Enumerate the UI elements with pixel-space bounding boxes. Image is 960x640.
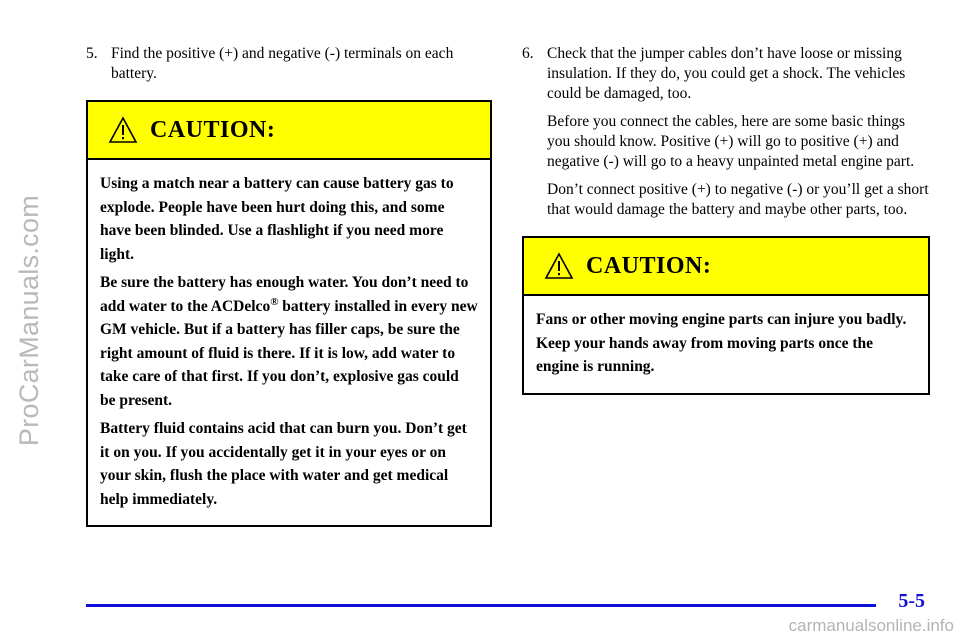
- caution-paragraph-acdelco: [100, 271, 478, 412]
- left-column: [86, 44, 492, 527]
- caution-box-fans: [522, 236, 930, 395]
- caution-title: CAUTION:: [150, 116, 276, 143]
- caution-paragraph: Using a match near a battery can cause battery gas to explode. People have been hurt doing this, and some have been blinded. Use a flashlight if you need more light.: [100, 175, 454, 263]
- footer-divider: [86, 604, 876, 607]
- caution-paragraph: Battery fluid contains acid that can burn you. Don’t get it on you. If you accidentally get it in your eyes or on your skin, flush the place with water and get medical help immediately.: [100, 420, 467, 508]
- caution-paragraph: Fans or other moving engine parts can injure you badly. Keep your hands away from moving parts once the engine is running.: [536, 311, 907, 375]
- warning-triangle-icon: [544, 252, 574, 280]
- step-text: Before you connect the cables, here are some basic things you should know. Positive (+) will go to positive (+) and negative (-) will go to a heavy unpainted metal engine part.: [547, 113, 915, 170]
- registered-mark: ®: [270, 295, 279, 308]
- caution-header: [88, 102, 490, 160]
- step-text: Find the positive (+) and negative (-) terminals on each battery.: [111, 45, 454, 82]
- caution-text-part: Be sure the battery has enough water. You don’t need to add water to the ACDelco: [100, 274, 469, 315]
- step-number: 6.: [522, 45, 534, 62]
- right-column: [522, 44, 930, 395]
- caution-text-part: battery installed in every new GM vehicle. But if a battery has filler caps, be sure the right amount of fluid is there. If it is low, add water to take care of that first. If you don’t, explosive gas could be present.: [100, 297, 478, 409]
- bottom-watermark: carmanualsonline.info: [788, 616, 954, 635]
- step-6: [522, 44, 930, 220]
- caution-header: [524, 238, 928, 296]
- caution-body: [524, 296, 928, 393]
- step-text: Check that the jumper cables don’t have loose or missing insulation. If they do, you could get a shock. The vehicles could be damaged, too.: [547, 45, 906, 102]
- step-text: Don’t connect positive (+) to negative (-) or you’ll get a short that would damage the battery and maybe other parts, too.: [547, 181, 929, 218]
- warning-triangle-icon: [108, 116, 138, 144]
- left-watermark-text: ProCarManuals.com: [14, 194, 45, 446]
- caution-title: CAUTION:: [586, 252, 712, 279]
- caution-box-battery: [86, 100, 492, 527]
- left-watermark: [10, 0, 50, 640]
- caution-body: [88, 160, 490, 525]
- step-5: [86, 44, 492, 84]
- step-number: 5.: [86, 45, 98, 62]
- page-number: 5-5: [898, 590, 925, 612]
